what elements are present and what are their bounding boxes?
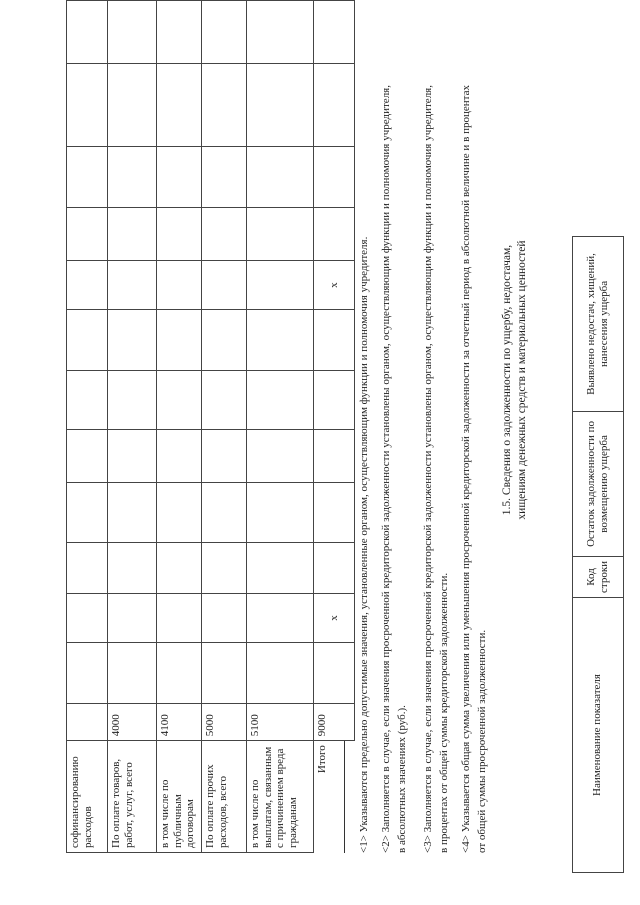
value-cell [247, 371, 314, 430]
footnote-4: <4> Указывается общая сумма увеличения или уменьшения просроченной кредиторской задолженности за отчетный период в абсолютной величине и в процентах от общей суммы просроченной задолженности. [460, 85, 488, 853]
value-cell [247, 64, 314, 147]
value-cell [67, 147, 108, 208]
value-cell [157, 64, 202, 147]
section-heading-line-1: 1.5. Сведения о задолженности по ущербу, недостачам, [501, 244, 513, 516]
overdue-payables-table [66, 0, 355, 853]
value-cell [108, 208, 157, 261]
value-cell [202, 147, 247, 208]
value-cell [314, 1, 355, 64]
value-cell [247, 208, 314, 261]
value-cell [247, 642, 314, 703]
col-shortages-found: Выявлено недостач, хищений, нанесения ущерба [573, 236, 624, 411]
value-cell [314, 543, 355, 594]
col-damage-balance: Остаток задолженности по возмещению ущерба [573, 411, 624, 556]
value-cell [157, 543, 202, 594]
value-cell [202, 482, 247, 542]
table-row [314, 1, 355, 853]
value-cell [314, 147, 355, 208]
value-cell [108, 147, 157, 208]
value-cell [67, 208, 108, 261]
not-applicable-mark: x [314, 261, 355, 309]
value-cell [202, 543, 247, 594]
table-row [108, 1, 157, 853]
damage-debt-table [572, 236, 624, 873]
value-cell [157, 1, 202, 64]
value-cell [314, 371, 355, 430]
value-cell [202, 261, 247, 309]
section-heading-line-2: хищениям денежных средств и материальных ценностей [516, 240, 528, 520]
value-cell [67, 371, 108, 430]
value-cell [314, 309, 355, 370]
value-cell [247, 429, 314, 482]
value-cell [247, 482, 314, 542]
value-cell [202, 64, 247, 147]
value-cell [108, 309, 157, 370]
value-cell [314, 208, 355, 261]
value-cell [157, 482, 202, 542]
value-cell [108, 642, 157, 703]
value-cell [247, 147, 314, 208]
row-label: По оплате товаров, работ, услуг, всего [108, 741, 157, 853]
row-label: Итого [314, 741, 355, 853]
value-cell [157, 147, 202, 208]
value-cell [157, 594, 202, 642]
section-heading [500, 195, 530, 565]
value-cell [202, 642, 247, 703]
value-cell [247, 309, 314, 370]
row-code: 4000 [108, 703, 157, 740]
value-cell [247, 543, 314, 594]
row-label: в том числе по публичным договорам [157, 741, 202, 853]
value-cell [202, 594, 247, 642]
value-cell [108, 261, 157, 309]
table-row [67, 1, 108, 853]
footnote-2: <2> Заполняется в случае, если значения просроченной кредиторской задолженности установлены органом, осуществляющим функции и полномочия учредителя, в абсолютных значениях (руб.). [380, 85, 408, 853]
value-cell [314, 64, 355, 147]
col-indicator-name: Наименование показателя [573, 598, 624, 873]
not-applicable-mark: x [314, 594, 355, 642]
row-code: 5000 [202, 703, 247, 740]
value-cell [157, 208, 202, 261]
value-cell [314, 429, 355, 482]
value-cell [314, 642, 355, 703]
value-cell [67, 309, 108, 370]
value-cell [67, 261, 108, 309]
value-cell [108, 482, 157, 542]
value-cell [247, 1, 314, 64]
value-cell [67, 1, 108, 64]
row-label: в том числе по выплатам, связанным с причинением вреда гражданам [247, 741, 314, 853]
value-cell [157, 309, 202, 370]
value-cell [108, 594, 157, 642]
col-row-code: Код строки [573, 556, 624, 597]
table-row [202, 1, 247, 853]
value-cell [67, 642, 108, 703]
value-cell [157, 261, 202, 309]
value-cell [202, 1, 247, 64]
value-cell [202, 371, 247, 430]
row-label: По оплате прочих расходов, всего [202, 741, 247, 853]
value-cell [108, 1, 157, 64]
value-cell [157, 429, 202, 482]
value-cell [314, 482, 355, 542]
value-cell [202, 208, 247, 261]
row-code [67, 703, 108, 740]
value-cell [108, 429, 157, 482]
value-cell [108, 543, 157, 594]
footnote-3: <3> Заполняется в случае, если значения просроченной кредиторской задолженности установлены органом, осуществляющим функции и полномочия учредителя, в процентах от общей суммы кредиторской задолженности. [422, 85, 450, 853]
row-label: софинансированию расходов [67, 741, 108, 853]
row-code: 5100 [247, 703, 314, 740]
value-cell [67, 64, 108, 147]
value-cell [67, 594, 108, 642]
value-cell [67, 429, 108, 482]
value-cell [202, 429, 247, 482]
value-cell [157, 371, 202, 430]
value-cell [108, 371, 157, 430]
value-cell [157, 642, 202, 703]
value-cell [108, 64, 157, 147]
value-cell [247, 261, 314, 309]
value-cell [67, 482, 108, 542]
value-cell [202, 309, 247, 370]
footnote-separator [344, 741, 345, 853]
table-row [247, 1, 314, 853]
value-cell [247, 594, 314, 642]
table-row [157, 1, 202, 853]
row-code: 9000 [314, 703, 355, 740]
row-code: 4100 [157, 703, 202, 740]
value-cell [67, 543, 108, 594]
footnote-1: <1> Указываются предельно допустимые значения, установленные органом, осуществляющим функции и полномочия учредителя. [358, 236, 370, 853]
